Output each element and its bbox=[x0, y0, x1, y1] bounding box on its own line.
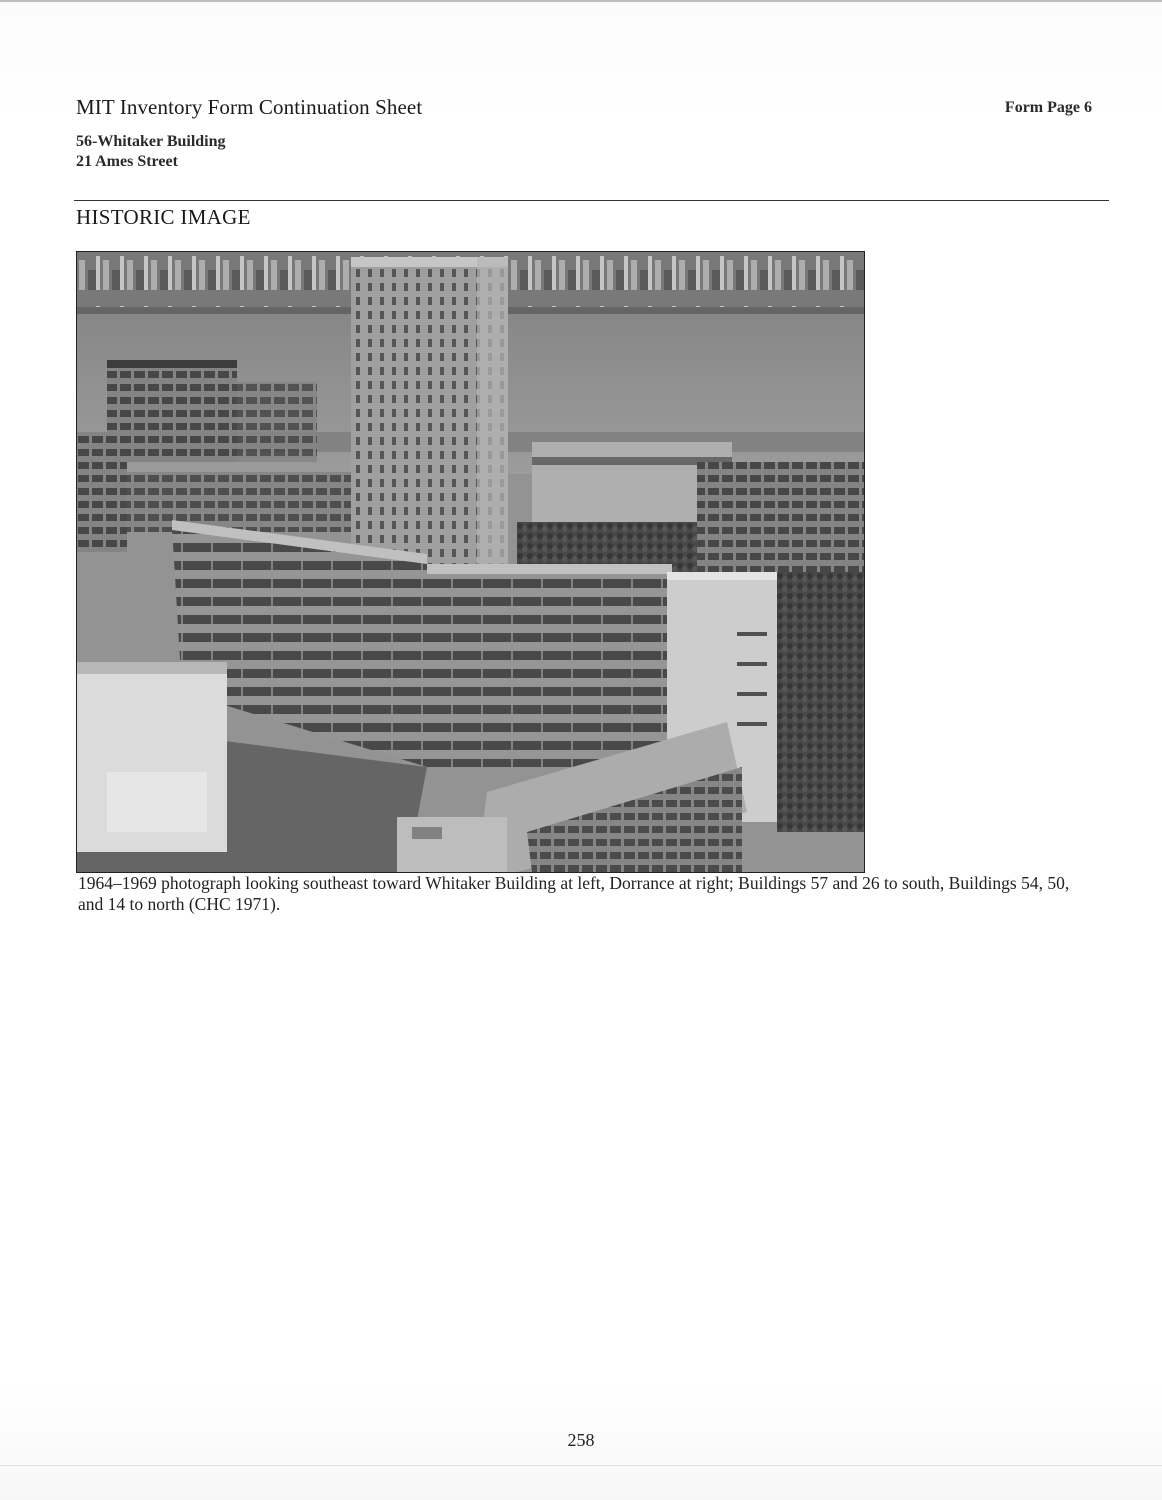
scan-edge-top bbox=[0, 0, 1162, 2]
figure-caption: 1964–1969 photograph looking southeast toward Whitaker Building at left, Dorrance at right; Buildings 57 and 26 to south, Buildings 54, 50, and 14 to north (CHC 1971). bbox=[78, 873, 1070, 914]
header-divider bbox=[74, 200, 1109, 201]
section-heading: HISTORIC IMAGE bbox=[76, 205, 251, 229]
building-name: 56-Whitaker Building bbox=[76, 133, 226, 150]
scan-edge-bottom bbox=[0, 1465, 1162, 1466]
form-page-label: Form Page 6 bbox=[1004, 99, 1092, 116]
historic-photograph bbox=[76, 251, 865, 873]
form-title: MIT Inventory Form Continuation Sheet bbox=[76, 95, 423, 119]
building-address: 21 Ames Street bbox=[76, 153, 178, 170]
page-number: 258 bbox=[567, 1430, 595, 1450]
